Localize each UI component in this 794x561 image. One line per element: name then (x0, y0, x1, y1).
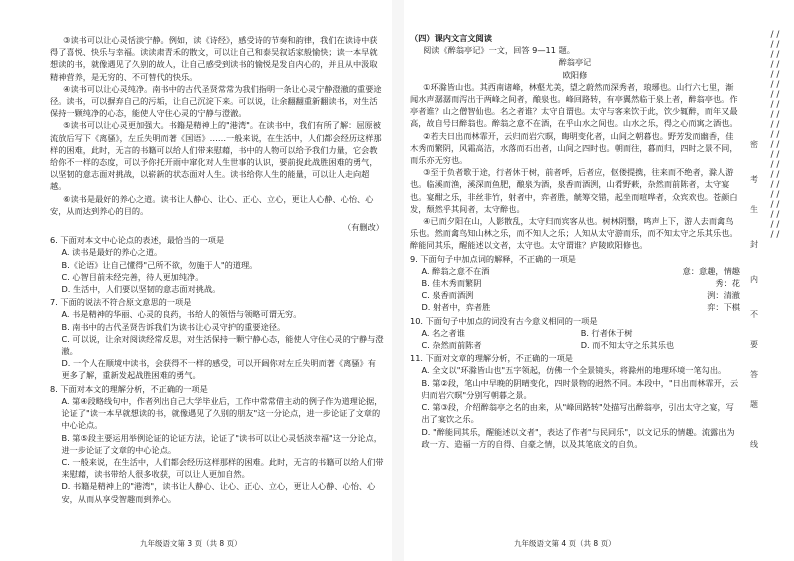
q9-option-d (410, 301, 740, 313)
left-paragraph-5: ⑤读书可以让心灵更加强大。书籍是精神上的"港湾"。在读书中，我们有所了解：屈原被流放后写下《离骚》，左丘失明而著《国语》……一般来说，在生活中，人们都会经历这样那样的困难，此时，无言的书籍可以给人们带来慰藉，书中的人物可以给予我们力量，它会教给你不一样的态度，可以予你托开雨中窜化对人生世事的认识，要前捉此战胜困难的勇气，以坚韧的意志面对挑战，以崭新的状态面对人生。读书给你人生的能量，可以让人走向超越。 (50, 120, 382, 192)
q10-options-cd (410, 339, 740, 351)
q11-option-d: D. "醉能同其乐，醒能述以文者"，表达了作者"与民同乐"，以文记乐的情趣。流露出为政一方、造福一方的自得、自豪之情，以及其笔底文的自负。 (421, 426, 735, 449)
passage-title: 醉翁亭记 (558, 57, 592, 68)
q10-option-c: C. 杂然而前陈者 (421, 340, 482, 351)
question-8: 8. 下面对本文的理解分析，不正确的一项是 (50, 383, 208, 394)
page-gutter (392, 0, 404, 561)
q9-b-gloss: 秀：花 (715, 278, 740, 289)
left-paragraph-6: ⑥读书是最好的养心之道。读书让人静心、让心、正心、立心，更让人心静、心怡、心安，从而达到养心的目的。 (50, 193, 374, 216)
q10-option-d: D. 而不知太守之乐其乐也 (580, 340, 675, 351)
q9-b-text: B. 佳木秀而繁阴 (421, 278, 482, 289)
question-6: 6. 下面对本文中心论点的表述，最恰当的一项是 (50, 235, 225, 246)
q8-option-a: A. 第④段略线句中，作者列出自己大学毕业后，工作中常常借主动的例子作为道理论据，论证了"读一本早就想读的书，就像遇见了久别的朋友"这一分论点，进一步论证了文章的中心论点。 (61, 395, 383, 431)
passage-paragraph-3: ③至于负者歌于途，行者休于树，前者呼，后者应，伛偻提携，往来而不绝者，滁人游也。临溪而渔，溪深而鱼肥，酿泉为酒，泉香而酒洌，山肴野蔌，杂然而前陈者，太守宴也。宴酣之乐，非丝非竹，射者中，弈者胜，觥筹交错，起坐而喧哗者，众宾欢也。苍颜白发，颓然乎其间者，太守醉也。 (410, 167, 738, 214)
q7-option-c: C. 可以说，让余对阅读经常反思，对生活保持一颗宁静心态，能使人守住心灵的宁静与澄澈。 (61, 333, 384, 357)
label-ti: 题 (750, 400, 758, 409)
q7-option-b: B. 南书中的古代圣贤告诉我们为读书让心灵守护的重要途径。 (61, 321, 286, 332)
q6-option-d: D. 生活中，人们要以坚韧的意志面对挑战。 (61, 284, 221, 295)
question-7: 7. 下面的说法不符合原文意思的一项是 (50, 297, 192, 308)
label-yao: 要 (750, 340, 758, 349)
q9-option-a (410, 265, 740, 277)
right-page (404, 0, 742, 561)
passage-paragraph-2: ②若夫日出而林霏开，云归而岩穴暝，晦明变化者，山间之朝暮也。野芳发而幽香，佳木秀而繁阴，风霜高洁，水落而石出者，山间之四时也。朝而往，暮而归，四时之景不同，而乐亦无穷也。 (410, 130, 738, 166)
label-not: 不 (750, 310, 758, 319)
left-page (0, 0, 392, 561)
label-da: 答 (750, 370, 758, 379)
q9-option-b (410, 277, 740, 289)
binding-margin (742, 0, 794, 561)
q8-option-d: D. 书籍是精神上的"港湾"，读书让人静心、让心、正心、立心，更让人心静、心怡、心安，从而从享受智趣而到养心。 (61, 481, 376, 504)
q7-option-a: A. 书是精神的华丽、心灵的良药，书给人的领悟与领略可谓无穷。 (61, 309, 302, 320)
q9-c-gloss: 洌：清澈 (707, 290, 740, 301)
left-column (50, 34, 384, 505)
passage-author: 欧阳修 (562, 69, 588, 80)
label-inner: 内 (750, 275, 758, 284)
q9-option-c (410, 289, 740, 301)
q10-options-ab (410, 327, 740, 339)
seal-mark-3: 线 (750, 440, 758, 449)
q6-option-b: B.《论语》让自己懂得"己所不欲，勿施于人"的道理。 (61, 259, 258, 270)
label-kao: 考 (750, 175, 758, 184)
q7-option-d: D. 一个人在顺境中读书，会获得不一样的感受，可以开阔你对左丘失明而著《离骚》有更多了解，重新发起战胜困难的勇气。 (61, 358, 376, 381)
q9-c-text: C. 泉香而酒洌 (421, 290, 474, 301)
q8-option-c: C. 一般来说，在生活中，人们都会经历这样那样的困难。此时，无言的书籍可以给人们带来慰藉，读书带给人很多收获，可以让人更加自然。 (61, 456, 384, 480)
question-9: 9. 下面句子中加点词的解释，不正确的一项是 (410, 253, 576, 264)
q9-a-gloss: 意：意趣，情趣 (682, 265, 740, 276)
question-10: 10. 下面句子中加点的词没有古今意义相同的一项是 (410, 315, 598, 326)
q11-option-c: C. 第③段，介绍醉翁亭之名的由来，从"峰回路转"处描写出醉翁亭，引出太守之宴，写出了宴饮之乐。 (421, 402, 734, 425)
seal-mark-1: 密 (750, 140, 758, 149)
label-sheng: 生 (750, 205, 758, 214)
left-paragraph-4: ④读书可以让心灵纯净。南书中的古代圣贤常常为我们指明一条让心灵宁静澄澈的重要途径。读书，可以摒弃自己的污垢，让自己沉淀下来。可以说，让余翻翻重新翻读书，对生活保持一颗纯净的心态，能使人守住心灵的宁静与澄澈。 (50, 83, 382, 119)
q6-option-c: C. 心智目前未经完善，待人更加纯净。 (61, 271, 204, 282)
q10-option-a: A. 名之者谁 (421, 327, 465, 338)
q11-option-a: A. 全文以"环滁皆山也"五字领起，仿佛一个全景镜头，将滁州的地理环境一笔勾出。 (421, 365, 727, 376)
passage-paragraph-4: ④已而夕阳在山，人影散乱，太守归而宾客从也。树林阴翳，鸣声上下，游人去而禽鸟乐也。然而禽鸟知山林之乐，而不知人之乐；人知从太守游而乐，而不知太守之乐其乐也。醉能同其乐，醒能述以文者，太守也。太守谓谁？庐陵欧阳修也。 (410, 216, 738, 251)
q11-option-b: B. 第②段，笔山中早晚的阴晴变化，四时景物的迥然不同。本段中，"日出而林霏开，云归而岩穴暝"分别写朝暮之景。 (421, 377, 739, 400)
left-paragraph-3: ③读书可以让心灵恬淡宁静。例如，读《诗经》，感受诗的节奏和韵律，我们在读诗中获得了喜悦、快乐与幸福。读读肃青禾的散文，可以让自己和泰吴叙话家般愉快；读一本早就想读的书，就像遇见了久别的故人，让自己感受到读书的愉悦是发自内心的，并且从中汲取精神营养，是无穷的、不可替代的快乐。 (50, 35, 378, 82)
right-column (410, 32, 740, 450)
q9-d-text: D. 射者中，弈者胜 (421, 302, 491, 313)
q8-option-b: B. 第⑤段主要运用举例论证的论证方法，论证了"读书可以让心灵恬淡幸福"这一分论点，进一步论证了文章的中心论点。 (61, 432, 382, 455)
q9-a-text: A. 醉翁之意不在酒 (421, 265, 490, 276)
seal-line: / / / / / / / / / / / / / / / / / / / / / / / / / / / / / / / / / / / / / / / / / / (770, 30, 780, 240)
reading-intro: 阅读《醉翁亭记》一文，回答 9—11 题。 (423, 45, 575, 56)
section-heading: （四）课内文言文阅读 (410, 33, 492, 43)
q10-option-b: B. 行者休于树 (580, 327, 633, 338)
source-note: （有删改） (343, 222, 384, 233)
right-page-footer: 九年级语文第 4 页（共 8 页） (514, 539, 616, 548)
q9-d-gloss: 弈：下棋 (707, 302, 740, 313)
q6-option-a: A. 读书是最好的养心之道。 (61, 247, 163, 258)
seal-mark-2: 封 (750, 240, 758, 249)
left-page-footer: 九年级语文第 3 页（共 8 页） (140, 539, 242, 548)
question-11: 11. 下面对文章的理解分析，不正确的一项是 (410, 353, 573, 364)
passage-paragraph-1: ①环滁皆山也。其西南诸峰，林壑尤美，望之蔚然而深秀者，琅琊也。山行六七里，渐闻水声潺潺而泻出于两峰之间者，酿泉也。峰回路转，有亭翼然临于泉上者，醉翁亭也。作亭者谁？山之僧智仙也。名之者谁？太守自谓也。太守与客来饮于此，饮少辄醉，而年又最高，故自号曰醉翁也。醉翁之意不在酒，在乎山水之间也。山水之乐，得之心而寓之酒也。 (410, 81, 738, 129)
